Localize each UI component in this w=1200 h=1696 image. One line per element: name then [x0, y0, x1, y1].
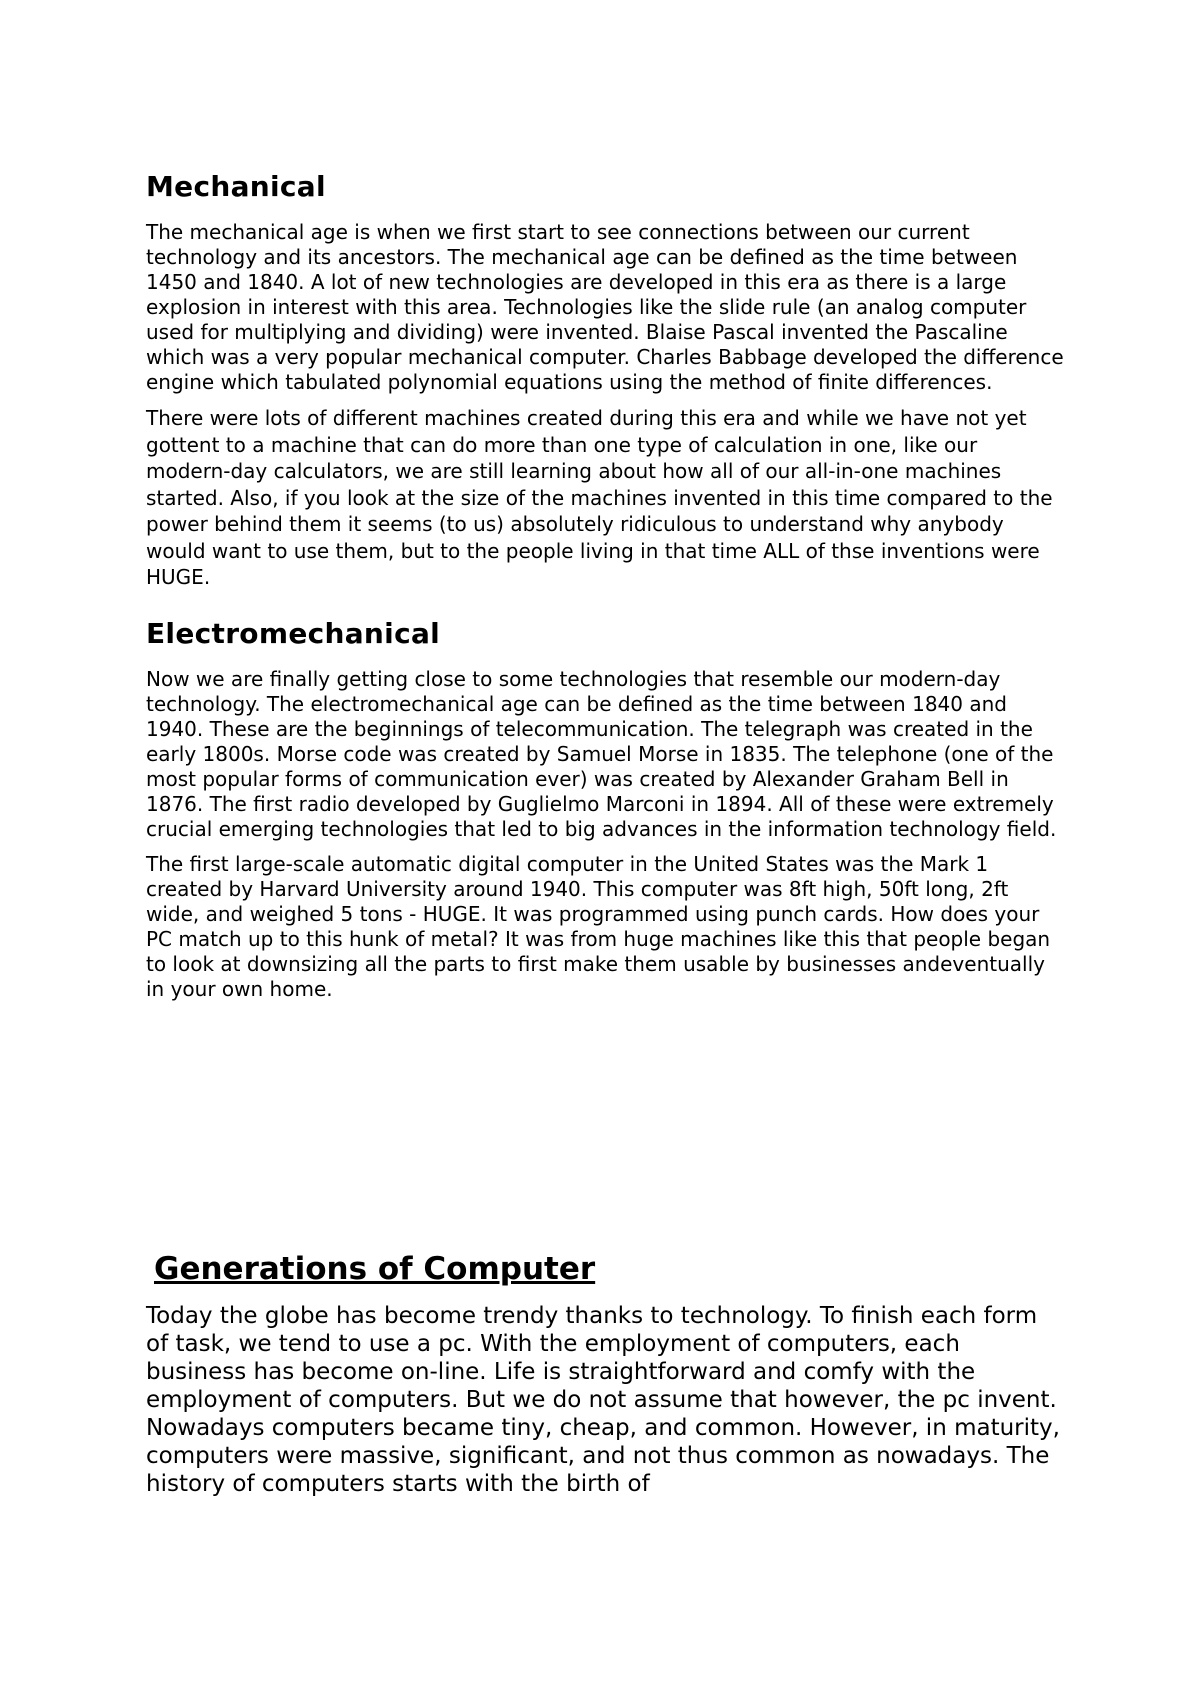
- paragraph-electromechanical-2: The first large-scale automatic digital computer in the United States was the Mark 1 created by Harvard University around 1940. This computer was 8ft high, 50ft long, 2ft wide, and weighed 5 tons - HUGE. It was programmed using punch cards. How does your PC match up to this hunk of metal? It was from huge machines like this that people began to look at downsizing all the parts to first make them usable by businesses andeventually in your own home.: [146, 851, 1051, 1001]
- section-heading-generations: Generations of Computer: [154, 1251, 596, 1287]
- paragraph-electromechanical-1: Now we are finally getting close to some technologies that resemble our modern-day technology. The electromechanical age can be defined as the time between 1840 and 1940. These are the beginnings of telecommunication. The telegraph was created in the early 1800s. Morse code was created by Samuel Morse in 1835. The telephone (one of the most popular forms of communication ever) was created by Alexander Graham Bell in 1876. The first radio developed by Guglielmo Marconi in 1894. All of these were extremely crucial emerging technologies that led to big advances in the information technology field.: [146, 666, 1057, 841]
- document-content: [146, 170, 1066, 1012]
- paragraph-mechanical-1: The mechanical age is when we first start to see connections between our current technology and its ancestors. The mechanical age can be defined as the time between 1450 and 1840. A lot of new technologies are developed in this era as there is a large explosion in interest with this area. Technologies like the slide rule (an analog computer used for multiplying and dividing) were invented. Blaise Pascal invented the Pascaline which was a very popular mechanical computer. Charles Babbage developed the difference engine which tabulated polynomial equations using the method of finite differences.: [146, 220, 1064, 394]
- paragraph-generations-1: Today the globe has become trendy thanks to technology. To finish each form of task, we tend to use a pc. With the employment of computers, each business has become on-line. Life is straightforward and comfy with the employment of computers. But we do not assume that however, the pc invent. Nowadays computers became tiny, cheap, and common. However, in maturity, computers were massive, significant, and not thus common as nowadays. The history of computers starts with the birth of: [146, 1303, 1060, 1497]
- generations-section: [146, 1250, 1066, 1498]
- section-heading-mechanical: Mechanical: [146, 170, 326, 203]
- paragraph-mechanical-2: There were lots of different machines created during this era and while we have not yet gottent to a machine that can do more than one type of calculation in one, like our modern-day calculators, we are still learning about how all of our all-in-one machines started. Also, if you look at the size of the machines invented in this time compared to the power behind them it seems (to us) absolutely ridiculous to understand why anybody would want to use them, but to the people living in that time ALL of thse inventions were HUGE.: [146, 406, 1053, 589]
- section-heading-electromechanical: Electromechanical: [146, 616, 441, 650]
